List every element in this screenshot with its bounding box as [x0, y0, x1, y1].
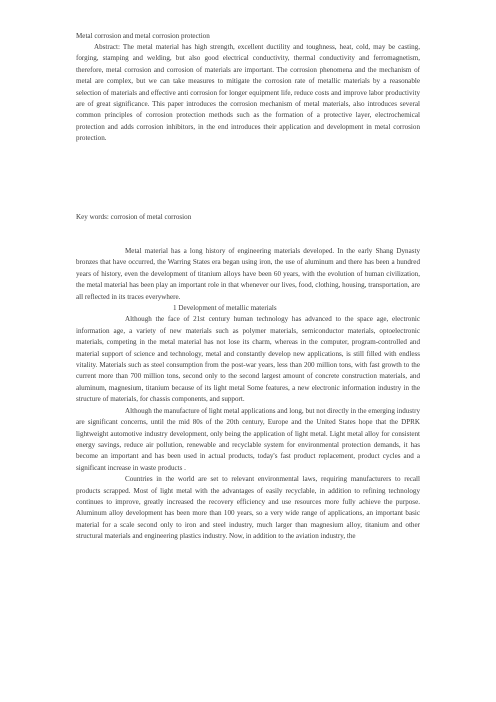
document-title: Metal corrosion and metal corrosion protection: [76, 32, 210, 40]
body-paragraph-1: Metal material has a long history of engineering materials developed. In the early Shang Dynasty bronzes that have occurred, the Warring States era began using iron, the use of aluminum and there has been a hundred years of history, even the development of titanium alloys have been 60 years, with the evolution of human civilization, the metal material has been play an important role in that whenever our lives, food, clothing, housing, transportation, are all reflected in its traces everywhere.: [76, 247, 420, 301]
abstract-paragraph: Abstract: The metal material has high strength, excellent ductility and toughness, heat, cold, may be casting, forging, stamping and welding, but also good electrical conductivity, thermal conductivity and ferromagnetism, therefore, metal corrosion and corrosion of materials are important. The corrosion phenomena and the mechanism of metal are complex, but we can take measures to mitigate the corrosion rate of metallic materials by a reasonable selection of materials and effective anti corrosion for longer equipment life, reduce costs and improve labor productivity are of great significance. This paper introduces the corrosion mechanism of metal materials, also introduces several common principles of corrosion protection methods such as the formation of a protective layer, electrochemical protection and adds corrosion inhibitors, in the end introduces their application and development in metal corrosion protection.: [76, 43, 420, 143]
section-heading: 1 Development of metallic materials: [173, 304, 277, 313]
body-paragraph-3: Although the manufacture of light metal applications and long, but not directly in the emerging industry are significant concerns, until the mid 80s of the 20th century, Europe and the United States hope that the DPRK lightweight automotive industry development, only being the application of light metal. Light metal alloy for consistent energy savings, reduce air pollution, renewable and recyclable system for environmental protection demands, it has become an important and has been used in actual products, today's fast product replacement, product cycles and a significant increase in waste products .: [76, 406, 420, 472]
keywords-line: Key words: corrosion of metal corrosion: [76, 213, 192, 221]
body-paragraph-4: Countries in the world are set to relevant environmental laws, requiring manufacturers to recall products scrapped. Most of light metal with the advantages of easily recyclable, in addition to refining technology continues to improve, greatly increased the recovery efficiency and use resources more fully achieve the purpose. Aluminum alloy development has been more than 100 years, so a very wide range of applications, an important basic material for a scale second only to iron and steel industry, much larger than magnesium alloy, titanium and other structural materials and engineering plastics industry. Now, in addition to the aviation industry, the: [76, 475, 420, 541]
body-paragraph-2: Although the face of 21st century human technology has advanced to the space age, electronic information age, a variety of new materials such as polymer materials, semiconductor materials, optoelectronic materials, competing in the metal material has not lose its charm, whereas in the computer, program-controlled and material support of science and technology, metal and constantly develop new applications, is still filled with endless vitality. Materials such as steel consumption from the post-war years, less than 200 million tons, with fast growth to the current more than 700 million tons, second only to the second largest amount of concrete construction materials, and aluminum, magnesium, titanium because of its light metal Some features, a new electronic information industry in the structure of materials, for chassis components, and support.: [76, 315, 420, 404]
body-text: [76, 246, 420, 543]
